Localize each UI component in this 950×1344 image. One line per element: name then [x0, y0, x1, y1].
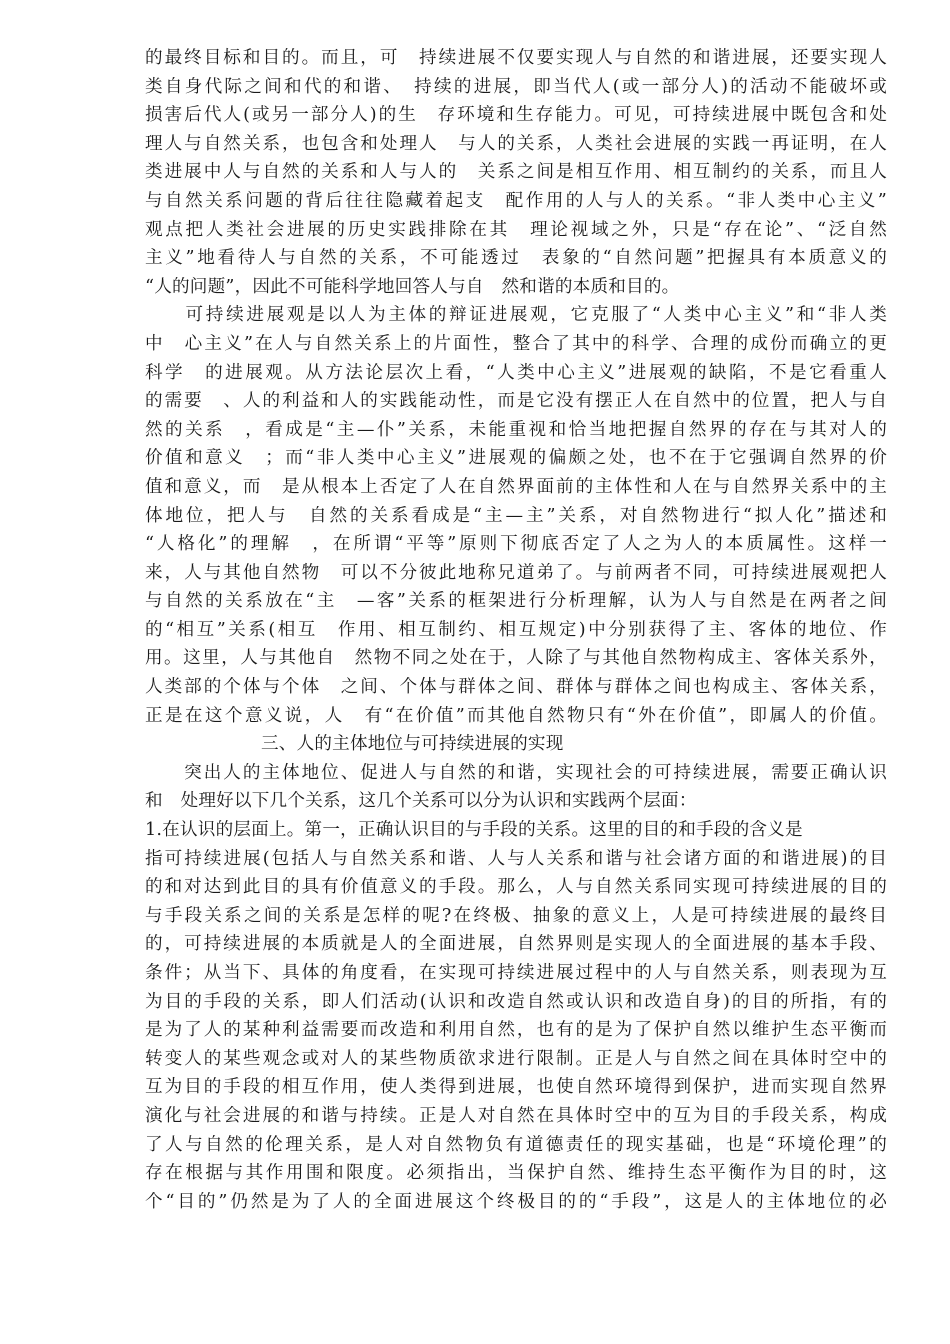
text-line: 中 心主义”在人与自然关系上的片面性，整合了其中的科学、合理的成份而确立的更 [145, 333, 887, 354]
text-line: 条件；从当下、具体的角度看，在实现可持续进展过程中的人与自然关系，则表现为互 [145, 963, 887, 983]
text-line: 指可持续进展(包括人与自然关系和谐、人与人关系和谐与社会诸方面的和谐进展)的目 [145, 848, 887, 869]
text-line: 为目的手段的关系，即人们活动(认识和改造自然或认识和改造自身)的目的所指，有的 [145, 991, 887, 1012]
section-heading: 三、人的主体地位与可持续进展的实现 [261, 734, 564, 755]
text-line: 突出人的主体地位、促进人与自然的和谐，实现社会的可持续进展，需要正确认识 [145, 762, 887, 783]
text-line: 的，可持续进展的本质就是人的全面进展，自然界则是实现人的全面进展的基本手段、 [145, 934, 887, 955]
text-line: 互为目的手段的相互作用，使人类得到进展，也使自然环境得到保护，进而实现自然界 [145, 1077, 887, 1098]
text-line: “人格化”的理解 ，在所谓“平等”原则下彻底否定了人之为人的本质属性。这样一 [145, 534, 887, 555]
text-line: 存在根据与其作用围和限度。必须指出，当保护自然、维持生态平衡作为目的时，这 [145, 1163, 887, 1184]
text-line: 转变人的某些观念或对人的某些物质欲求进行限制。正是人与自然之间在具体时空中的 [145, 1048, 887, 1069]
text-line: 价值和意义 ；而“非人类中心主义”进展观的偏颇之处，也不在于它强调自然界的价 [145, 448, 887, 469]
text-line: 的和对达到此目的具有价值意义的手段。那么，人与自然关系同实现可持续进展的目的 [145, 877, 887, 898]
text-line: 是为了人的某种利益需要而改造和利用自然，也有的是为了保护自然以维护生态平衡而 [145, 1020, 887, 1041]
text-line: “人的问题”，因此不可能科学地回答人与自 然和谐的本质和目的。 [145, 276, 680, 297]
text-line: 类进展中人与自然的关系和人与人的 关系之间是相互作用、相互制约的关系，而且人 [145, 162, 887, 183]
text-line: 和 处理好以下几个关系，这几个关系可以分为认识和实践两个层面： [145, 791, 697, 812]
text-line: 观点把人类社会进展的历史实践排除在其 理论视域之外，只是“存在论”、“泛自然 [145, 219, 887, 240]
text-line: 值和意义，而 是从根本上否定了人在自然界面前的主体性和人在与自然界关系中的主 [145, 476, 887, 497]
text-line: 主义”地看待人与自然的关系，不可能透过 表象的“自然问题”把握具有本质意义的 [145, 248, 887, 269]
text-line: 个“目的”仍然是为了人的全面进展这个终极目的的“手段”，这是人的主体地位的必 [145, 1191, 887, 1212]
text-line: 的最终目标和目的。而且，可 持续进展不仅要实现人与自然的和谐进展，还要实现人 [145, 48, 887, 68]
text-line: 的“相互”关系(相互 作用、相互制约、相互规定)中分别获得了主、客体的地位、作 [145, 619, 887, 640]
text-line: 与自然关系问题的背后往往隐藏着起支 配作用的人与人的关系。“非人类中心主义” [145, 190, 887, 211]
text-line: 然的关系 ，看成是“主—仆”关系，未能重视和恰当地把握自然界的存在与其对人的 [145, 419, 887, 440]
text-line: 的需要 、人的利益和人的实践能动性，而是它没有摆正人在自然中的位置，把人与自 [145, 391, 887, 412]
text-line: 理人与自然关系，也包含和处理人 与人的关系，人类社会进展的实践一再证明，在人 [145, 133, 887, 154]
text-line: 可持续进展观是以人为主体的辩证进展观，它克服了“人类中心主义”和“非人类 [145, 305, 887, 326]
text-line: 演化与社会进展的和谐与持续。正是人对自然在具体时空中的互为目的手段关系，构成 [145, 1105, 887, 1126]
text-line: 科学 的进展观。从方法论层次上看，“人类中心主义”进展观的缺陷，不是它看重人 [145, 362, 887, 383]
text-line: 与手段关系之间的关系是怎样的呢?在终极、抽象的意义上，人是可持续进展的最终目 [145, 905, 887, 926]
text-line: 类自身代际之间和代的和谐、 持续的进展，即当代人(或一部分人)的活动不能破坏或 [145, 76, 887, 97]
text-line: 来，人与其他自然物 可以不分彼此地称兄道弟了。与前两者不同，可持续进展观把人 [145, 562, 887, 583]
text-line: 正是在这个意义说，人 有“在价值”而其他自然物只有“外在价值”，即属人的价值。 [145, 705, 887, 726]
text-line: 损害后代人(或另一部分人)的生 存环境和生存能力。可见，可持续进展中既包含和处 [145, 105, 887, 126]
text-line: 1.在认识的层面上。第一，正确认识目的与手段的关系。这里的目的和手段的含义是 [145, 820, 803, 841]
text-line: 体地位，把人与 自然的关系看成是“主—主”关系，对自然物进行“拟人化”描述和 [145, 505, 887, 526]
text-line: 用。这里，人与其他自 然物不同之处在于，人除了与其他自然物构成主、客体关系外， [145, 648, 887, 669]
text-line: 与自然的关系放在“主 —客”关系的框架进行分析理解，认为人与自然是在两者之间 [145, 591, 887, 612]
text-line: 了人与自然的伦理关系，是人对自然物负有道德责任的现实基础，也是“环境伦理”的 [145, 1134, 887, 1155]
text-line: 人类部的个体与个体 之间、个体与群体之间、群体与群体之间也构成主、客体关系， [145, 677, 887, 698]
document-body [145, 44, 887, 1216]
